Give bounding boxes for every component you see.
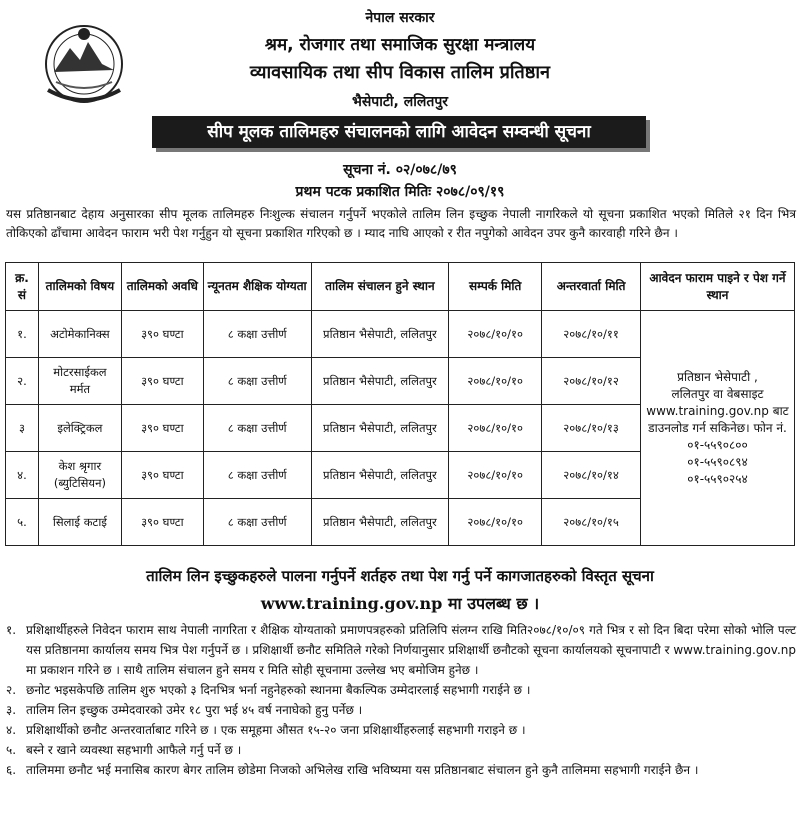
cell-sn: १.: [6, 311, 39, 358]
rule-number: २.: [6, 683, 17, 697]
cell-duration: ३९० घण्टा: [121, 499, 203, 546]
apply-place-line: डाउनलोड गर्न सकिनेछ। फोन नं.: [648, 420, 787, 435]
notice-number: सूचना नं. ०२/०७८/७९: [343, 162, 457, 178]
cell-qualification: ८ कक्षा उत्तीर्ण: [203, 311, 311, 358]
header-interview-date: अन्तरवार्ता मिति: [542, 263, 641, 311]
header-contact-date: सम्पर्क मिति: [449, 263, 542, 311]
header-qualification: न्यूनतम शैक्षिक योग्यता: [203, 263, 311, 311]
list-item: [6, 740, 796, 760]
cell-subject: मोटरसाईकल मर्मत: [38, 358, 121, 405]
rule-text: छनोट भइसकेपछि तालिम शुरु भएको ३ दिनभित्र भर्ना नहुनेहरुको स्थानमा बैकल्पिक उम्मेदारलाई सहभागी गराईने छ ।: [26, 683, 531, 697]
rules-list: [6, 620, 796, 780]
rule-number: ३.: [6, 703, 17, 717]
government-name: नेपाल सरकार: [365, 10, 435, 26]
cell-subject: इलेक्ट्रिकल: [38, 405, 121, 452]
institute-address: भैसेपाटी, ललितपुर: [351, 94, 449, 110]
cell-sn: ३: [6, 405, 39, 452]
cell-sn: ४.: [6, 452, 39, 499]
cell-duration: ३९० घण्टा: [121, 311, 203, 358]
cell-qualification: ८ कक्षा उत्तीर्ण: [203, 499, 311, 546]
cell-sn: २.: [6, 358, 39, 405]
cell-subject: सिलाई कटाई: [38, 499, 121, 546]
cell-venue: प्रतिष्ठान भैसेपाटी, ललितपुर: [311, 311, 449, 358]
list-item: [6, 760, 796, 780]
list-item: [6, 720, 796, 740]
cell-duration: ३९० घण्टा: [121, 405, 203, 452]
cell-duration: ३९० घण्टा: [121, 452, 203, 499]
rule-number: ५.: [6, 743, 17, 757]
cell-sn: ५.: [6, 499, 39, 546]
cell-venue: प्रतिष्ठान भैसेपाटी, ललितपुर: [311, 452, 449, 499]
rule-text: तालिममा छनौट भई मनासिब कारण बेगर तालिम छोडेमा निजको अभिलेख राखि भविष्यमा यस प्रतिष्ठानबाट संचालन हुने कुनै तालिममा सहभागी गराईने छैन ।: [26, 763, 699, 777]
cell-subject: अटोमेकानिक्स: [38, 311, 121, 358]
detail-heading: तालिम लिन इच्छुकहरुले पालना गर्नुपर्ने शर्तहरु तथा पेश गर्नु पर्ने कागजातहरुको विस्तृत सूचना: [146, 567, 654, 585]
rule-text: बस्ने र खाने व्यवस्था सहभागी आफैले गर्नु पर्ने छ ।: [26, 743, 242, 757]
notice-title-banner: सीप मूलक तालिमहरु संचालनको लागि आवेदन सम्वन्धी सूचना: [152, 116, 646, 148]
training-table: [5, 262, 795, 546]
cell-contact-date: २०७८/१०/१०: [449, 311, 542, 358]
institute-name: व्यावसायिक तथा सीप विकास तालिम प्रतिष्ठान: [249, 62, 551, 83]
cell-contact-date: २०७८/१०/१०: [449, 452, 542, 499]
cell-qualification: ८ कक्षा उत्तीर्ण: [203, 452, 311, 499]
rule-text: प्रशिक्षार्थीको छनौट अन्तरवार्ताबाट गरिने छ । एक समूहमा औसत १५-२० जना प्रशिक्षार्थीहरुलाई सहभागी गराइने छ ।: [26, 723, 526, 737]
rule-text: प्रशिक्षार्थीहरुले निवेदन फाराम साथ नेपाली नागरिता र शैक्षिक योग्यताको प्रमाणपत्रहरुको प्रतिलिपि संलग्न राखि मिति२०७८/१०/०९ गते भित्र र सो दिन बिदा परेमा सोको भोलि पल्ट यस प्रतिष्ठानमा कार्यालय समय भित्र पेश गर्नुपर्ने छ । प्रशिक्षार्थी छनौट समितिले गरेको निर्णयानुसार प्रशिक्षार्थी छनौटको सूचना कार्यालयको सूचनापाटी र www.training.gov.np मा प्रकाशन गरिने छ । साथै तालिम संचालन हुने समय र मिति सोही सूचनामा उल्लेख भए बमोजिम हुनेछ ।: [26, 623, 796, 677]
phone-number: ०१-५५९०८९४: [687, 454, 748, 469]
cell-duration: ३९० घण्टा: [121, 358, 203, 405]
detail-url-line: www.training.gov.np मा उपलब्ध छ ।: [260, 594, 540, 613]
cell-venue: प्रतिष्ठान भैसेपाटी, ललितपुर: [311, 499, 449, 546]
cell-contact-date: २०७८/१०/१०: [449, 358, 542, 405]
apply-place-line: ललितपुर वा वेबसाइट: [671, 386, 764, 401]
list-item: [6, 680, 796, 700]
rule-number: १.: [6, 623, 17, 637]
cell-interview-date: २०७८/१०/१२: [542, 358, 641, 405]
nepal-emblem-icon: [36, 20, 132, 104]
phone-number: ०१-५५९०२५४: [687, 471, 748, 486]
list-item: [6, 620, 796, 680]
cell-venue: प्रतिष्ठान भैसेपाटी, ललितपुर: [311, 405, 449, 452]
rule-number: ४.: [6, 723, 17, 737]
publication-date: प्रथम पटक प्रकाशित मितिः २०७८/०९/१९: [295, 184, 505, 200]
intro-paragraph: यस प्रतिष्ठानबाट देहाय अनुसारका सीप मूलक तालिमहरु निःशुल्क संचालन गर्नुपर्ने भएकोले तालिम लिन इच्छुक नेपाली नागरिकले यो सूचना प्रकाशित भएको मितिले २१ दिन भित्र तोकिएको ढाँचामा आवेदन फाराम भरी पेश गर्नुहुन यो सूचना प्रकाशित गरिएको छ । म्याद नाघि आएको र रीत नपुगेको आवेदन उपर कुनै कारवाही गरिने छैन ।: [6, 207, 796, 240]
table-row: [6, 311, 795, 358]
apply-place-website: www.training.gov.np बाट: [646, 403, 789, 418]
rule-number: ६.: [6, 763, 17, 777]
cell-contact-date: २०७८/१०/१०: [449, 499, 542, 546]
apply-place-line: प्रतिष्ठान भेसेपाटी ,: [677, 369, 758, 384]
header-venue: तालिम संचालन हुने स्थान: [311, 263, 449, 311]
cell-qualification: ८ कक्षा उत्तीर्ण: [203, 358, 311, 405]
list-item: [6, 700, 796, 720]
cell-qualification: ८ कक्षा उत्तीर्ण: [203, 405, 311, 452]
cell-interview-date: २०७८/१०/१४: [542, 452, 641, 499]
header-duration: तालिमको अवधि: [121, 263, 203, 311]
header-sn: क्र. सं: [6, 263, 39, 311]
cell-interview-date: २०७८/१०/१३: [542, 405, 641, 452]
ministry-name: श्रम, रोजगार तथा समाजिक सुरक्षा मन्त्रालय: [264, 35, 536, 55]
table-header-row: [6, 263, 795, 311]
header-apply-place: आवेदन फाराम पाइने र पेश गर्ने स्थान: [641, 263, 795, 311]
apply-place-cell: [641, 311, 795, 546]
rule-text: तालिम लिन इच्छुक उम्मेदवारको उमेर १८ पुरा भई ४५ वर्ष ननाघेको हुनु पर्नेछ ।: [26, 703, 363, 717]
cell-subject: केश श्रृगार (ब्युटिसियन): [38, 452, 121, 499]
cell-venue: प्रतिष्ठान भैसेपाटी, ललितपुर: [311, 358, 449, 405]
cell-interview-date: २०७८/१०/१५: [542, 499, 641, 546]
notice-header: [0, 0, 800, 110]
cell-interview-date: २०७८/१०/११: [542, 311, 641, 358]
phone-number: ०१-५५९०८००: [687, 437, 748, 452]
header-subject: तालिमको विषय: [38, 263, 121, 311]
cell-contact-date: २०७८/१०/१०: [449, 405, 542, 452]
